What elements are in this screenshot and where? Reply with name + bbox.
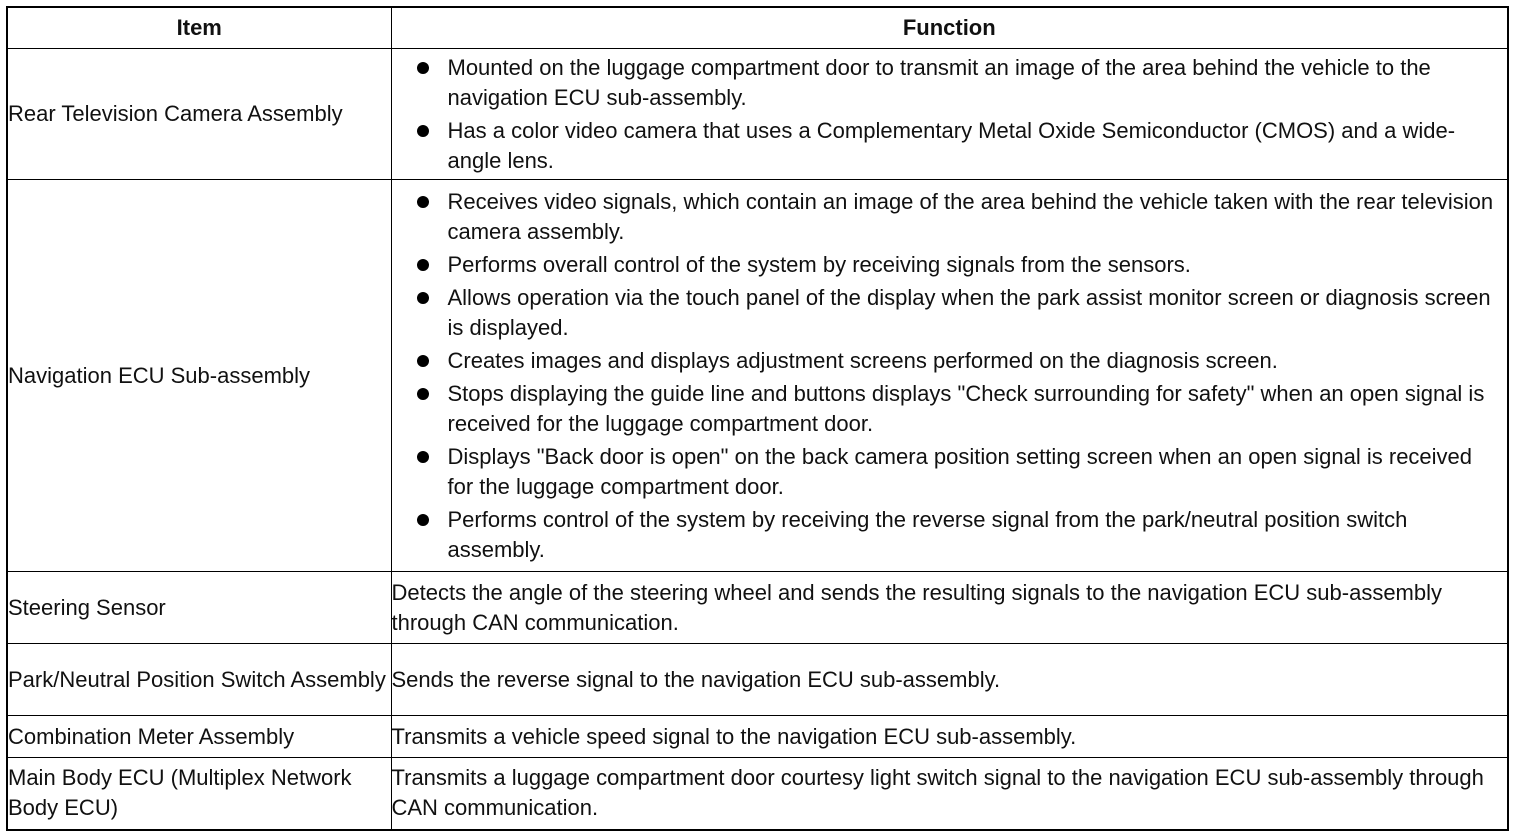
bullet-item — [392, 442, 1500, 502]
bullet-text: Performs control of the system by receiving the reverse signal from the park/neutral position switch assembly. — [447, 506, 1408, 562]
bullet-item — [392, 505, 1500, 565]
table-row — [7, 644, 1508, 716]
bullet-icon — [417, 62, 429, 74]
table-row — [7, 49, 1508, 180]
header-function: Function — [391, 7, 1508, 49]
bullet-item — [392, 53, 1500, 113]
bullet-item — [392, 346, 1500, 376]
function-cell: Detects the angle of the steering wheel and sends the resulting signals to the navigation ECU sub-assembly through CAN communication. — [391, 572, 1508, 644]
bullet-icon — [417, 388, 429, 400]
table-row — [7, 716, 1508, 758]
bullet-item — [392, 187, 1500, 247]
bullet-text: Performs overall control of the system by receiving signals from the sensors. — [447, 251, 1191, 277]
header-item: Item — [7, 7, 391, 49]
item-cell: Rear Television Camera Assembly — [7, 49, 391, 180]
bullet-list — [392, 187, 1500, 565]
bullet-text: Receives video signals, which contain an image of the area behind the vehicle taken with the rear television camera assembly. — [447, 188, 1494, 244]
bullet-icon — [417, 196, 429, 208]
function-cell: Transmits a vehicle speed signal to the navigation ECU sub-assembly. — [391, 716, 1508, 758]
table-row — [7, 572, 1508, 644]
bullet-text: Displays "Back door is open" on the back camera position setting screen when an open signal is received for the luggage compartment door. — [447, 443, 1473, 499]
item-cell: Park/Neutral Position Switch Assembly — [7, 644, 391, 716]
bullet-text: Has a color video camera that uses a Complementary Metal Oxide Semiconductor (CMOS) and a wide-angle lens. — [447, 117, 1456, 173]
item-cell: Combination Meter Assembly — [7, 716, 391, 758]
item-cell: Navigation ECU Sub-assembly — [7, 180, 391, 572]
bullet-icon — [417, 451, 429, 463]
bullet-item — [392, 250, 1500, 280]
bullet-icon — [417, 355, 429, 367]
item-cell: Steering Sensor — [7, 572, 391, 644]
function-cell: Transmits a luggage compartment door courtesy light switch signal to the navigation ECU sub-assembly through CAN communication. — [391, 758, 1508, 830]
bullet-icon — [417, 292, 429, 304]
bullet-text: Mounted on the luggage compartment door to transmit an image of the area behind the vehicle to the navigation ECU sub-assembly. — [447, 54, 1431, 110]
bullet-list — [392, 53, 1500, 176]
header-row — [7, 7, 1508, 49]
component-function-table — [6, 6, 1509, 831]
bullet-text: Creates images and displays adjustment screens performed on the diagnosis screen. — [447, 347, 1278, 373]
function-cell: Sends the reverse signal to the navigation ECU sub-assembly. — [391, 644, 1508, 716]
table-row — [7, 180, 1508, 572]
function-cell — [391, 180, 1508, 572]
bullet-text: Allows operation via the touch panel of the display when the park assist monitor screen or diagnosis screen is displayed. — [447, 284, 1491, 340]
table-row — [7, 758, 1508, 830]
bullet-item — [392, 379, 1500, 439]
item-cell: Main Body ECU (Multiplex Network Body ECU) — [7, 758, 391, 830]
bullet-text: Stops displaying the guide line and buttons displays "Check surrounding for safety" when an open signal is received for the luggage compartment door. — [447, 380, 1485, 436]
bullet-item — [392, 116, 1500, 176]
bullet-item — [392, 283, 1500, 343]
bullet-icon — [417, 514, 429, 526]
bullet-icon — [417, 125, 429, 137]
bullet-icon — [417, 259, 429, 271]
function-cell — [391, 49, 1508, 180]
